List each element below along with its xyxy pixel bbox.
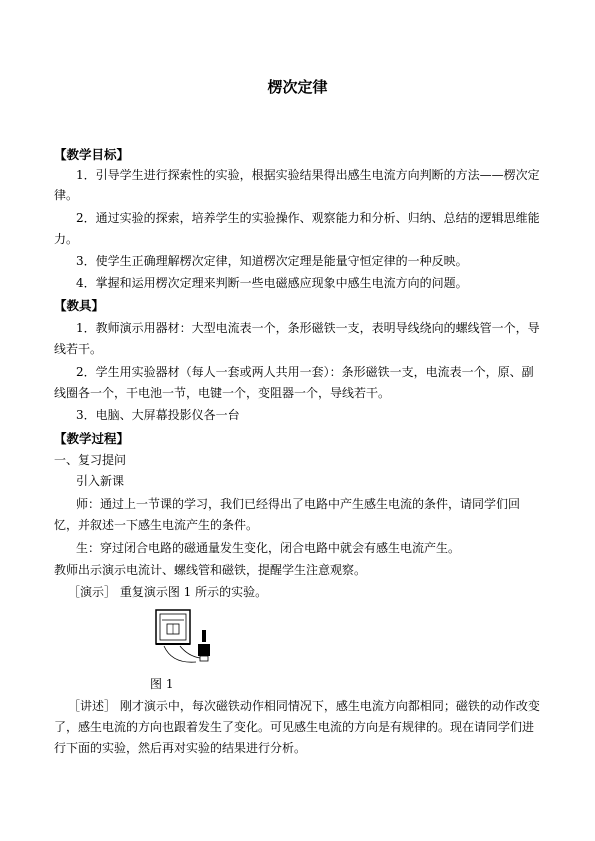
tool-line: 3．电脑、大屏幕投影仪各一台 [76, 408, 240, 422]
tool-line: 线圈各一个，干电池一节，电键一个，变阻器一个，导线若干。 [54, 386, 391, 400]
goal-line: 1．引导学生进行探索性的实验，根据实验结果得出感生电流方向判断的方法——楞次定 [76, 168, 540, 182]
section-tools-heading: 【教具】 [54, 298, 105, 313]
goal-line: 律。 [54, 188, 79, 202]
process-line: 生：穿过闭合电路的磁通量发生变化，闭合电路中就会有感生电流产生。 [76, 541, 461, 555]
tool-line: 2．学生用实验器材（每人一套或两人共用一套）：条形磁铁一支，电流表一个，原、副 [76, 365, 534, 379]
process-line: ［演示］ 重复演示图 1 所示的实验。 [68, 585, 268, 599]
explain-line: ［讲述］ 刚才演示中，每次磁铁动作相同情况下，感生电流方向都相同；磁铁的动作改变 [68, 699, 540, 713]
figure-caption: 图 1 [150, 677, 174, 691]
goal-line: 力。 [54, 232, 79, 246]
goal-line: 4．掌握和运用楞次定理来判断一些电磁感应现象中感生电流方向的问题。 [76, 276, 468, 290]
tool-line: 线若干。 [54, 342, 103, 356]
process-line: 一、复习提问 [54, 453, 127, 467]
page-title: 楞次定律 [267, 78, 328, 96]
process-line: 师：通过上一节课的学习，我们已经得出了电路中产生感生电流的条件，请同学们回 [76, 497, 521, 511]
process-line: 教师出示演示电流计、螺线管和磁铁，提醒学生注意观察。 [54, 563, 367, 577]
section-goals-heading: 【教学目标】 [54, 147, 130, 162]
goal-line: 3．使学生正确理解楞次定律，知道楞次定理是能量守恒定律的一种反映。 [76, 254, 468, 268]
explain-line: 了，感生电流的方向也跟着发生了变化。可见感生电流的方向是有规律的。现在请同学们进 [54, 720, 535, 734]
tool-line: 1．教师演示用器材：大型电流表一个，条形磁铁一支，表明导线绕向的螺线管一个，导 [76, 321, 540, 335]
explain-line: 行下面的实验，然后再对实验的结果进行分析。 [54, 741, 307, 755]
process-line: 引入新课 [76, 474, 125, 488]
process-line: 忆，并叙述一下感生电流产生的条件。 [54, 518, 259, 532]
goal-line: 2．通过实验的探索，培养学生的实验操作、观察能力和分析、归纳、总结的逻辑思维能 [76, 211, 540, 225]
section-process-heading: 【教学过程】 [54, 431, 130, 446]
figure-1-galvanometer-illustration [150, 606, 220, 668]
